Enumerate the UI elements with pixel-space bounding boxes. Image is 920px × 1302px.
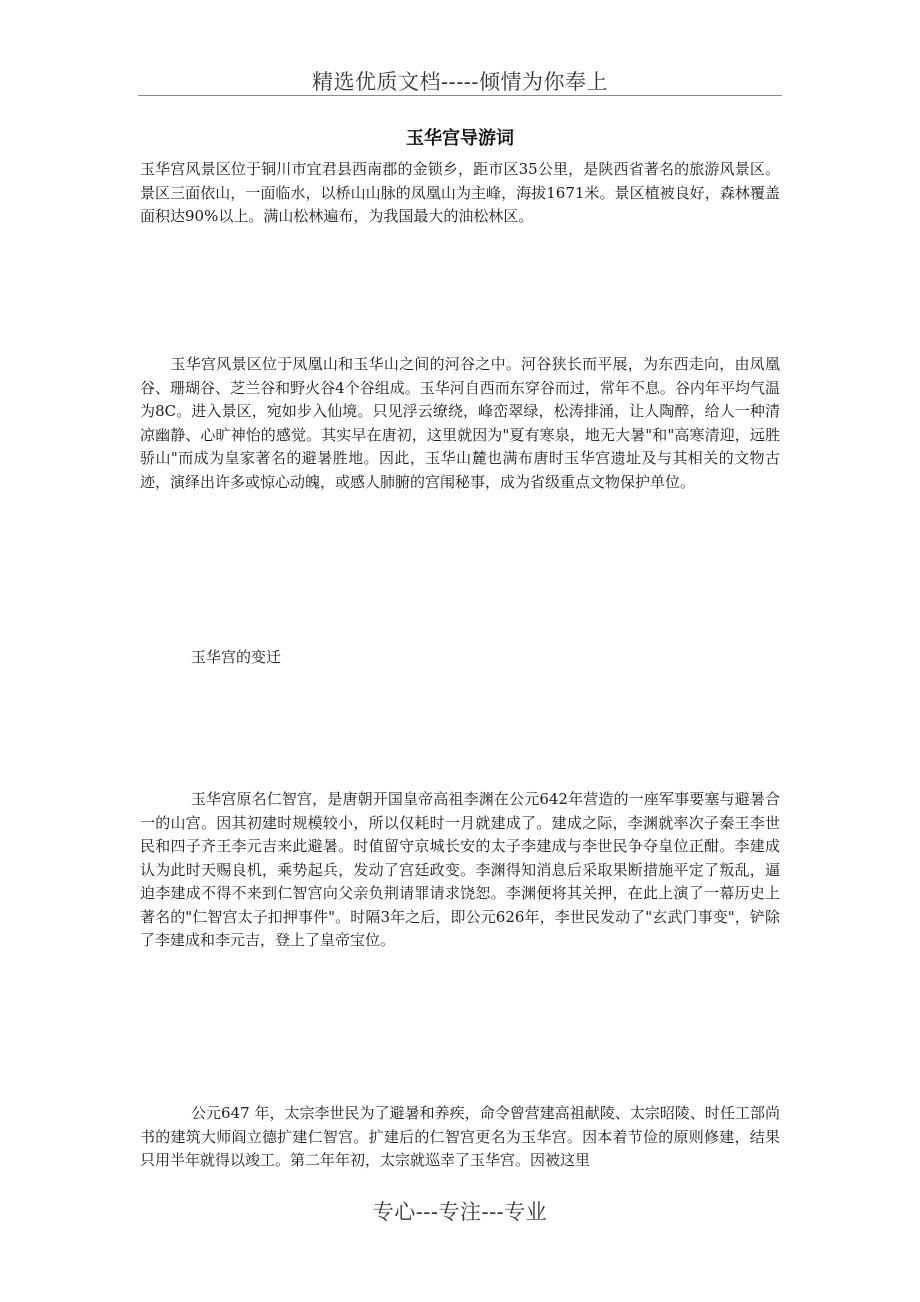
history-paragraph-1: 玉华宫原名仁智宫，是唐朝开国皇帝高祖李渊在公元642年营造的一座军事要塞与避暑合一的山宫。因其初建时规模较小，所以仅耗时一月就建成了。建成之际，李渊就率次子秦王李世民和四子齐王李元吉来此避暑。时值留守京城长安的太子李建成与李世民争夺皇位正酣。李建成认为此时天赐良机，乘势起兵，发动了宫廷政变。李渊得知消息后采取果断措施平定了叛乱，逼迫李建成不得不来到仁智宫向父亲负荆请罪请求饶恕。李渊便将其关押，在此上演了一幕历史上著名的"仁智宫太子扣押事件"。时隔3年之后，即公元626年，李世民发动了"玄武门事变"，铲除了李建成和李元吉，登上了皇帝宝位。 xyxy=(140,790,780,949)
section-subheading: 玉华宫的变迁 xyxy=(191,648,282,666)
page-footer-text: 专心---专注---专业 xyxy=(372,1200,548,1224)
intro-paragraph: 玉华宫风景区位于铜川市宜君县西南郡的金锁乡，距市区35公里，是陕西省著名的旅游风景区。景区三面依山，一面临水，以桥山山脉的凤凰山为主峰，海拔1671米。景区植被良好，森林覆盖面积达90%以上。满山松林遍布，为我国最大的油松林区。 xyxy=(140,160,780,225)
history-paragraph-2: 公元647 年，太宗李世民为了避暑和养疾，命令曾营建高祖献陵、太宗昭陵、时任工部尚书的建筑大师阎立德扩建仁智宫。扩建后的仁智宫更名为玉华宫。因本着节俭的原则修建，结果只用半年就得以竣工。第二年年初，太宗就巡幸了玉华宫。因被这里 xyxy=(140,1104,780,1169)
document-title: 玉华宫导游词 xyxy=(406,128,514,149)
page-header-text: 精选优质文档-----倾情为你奉上 xyxy=(312,70,608,94)
header-divider xyxy=(138,95,782,96)
scenery-paragraph: 玉华宫风景区位于凤凰山和玉华山之间的河谷之中。河谷狭长而平展，为东西走向，由凤凰谷、珊瑚谷、芝兰谷和野火谷4个谷组成。玉华河自西而东穿谷而过，常年不息。谷内年平均气温为8C。进入景区，宛如步入仙境。只见浮云缭绕，峰峦翠绿，松涛排涌，让人陶醉，给人一种清凉幽静、心旷神怡的感觉。其实早在唐初，这里就因为"夏有寒泉，地无大暑"和"高寒清迎，远胜骄山"而成为皇家著名的避暑胜地。因此，玉华山麓也满布唐时玉华宫遗址及与其相关的文物古迹，演绎出许多或惊心动魄，或感人肺腑的宫闱秘事，成为省级重点文物保护单位。 xyxy=(140,355,780,491)
